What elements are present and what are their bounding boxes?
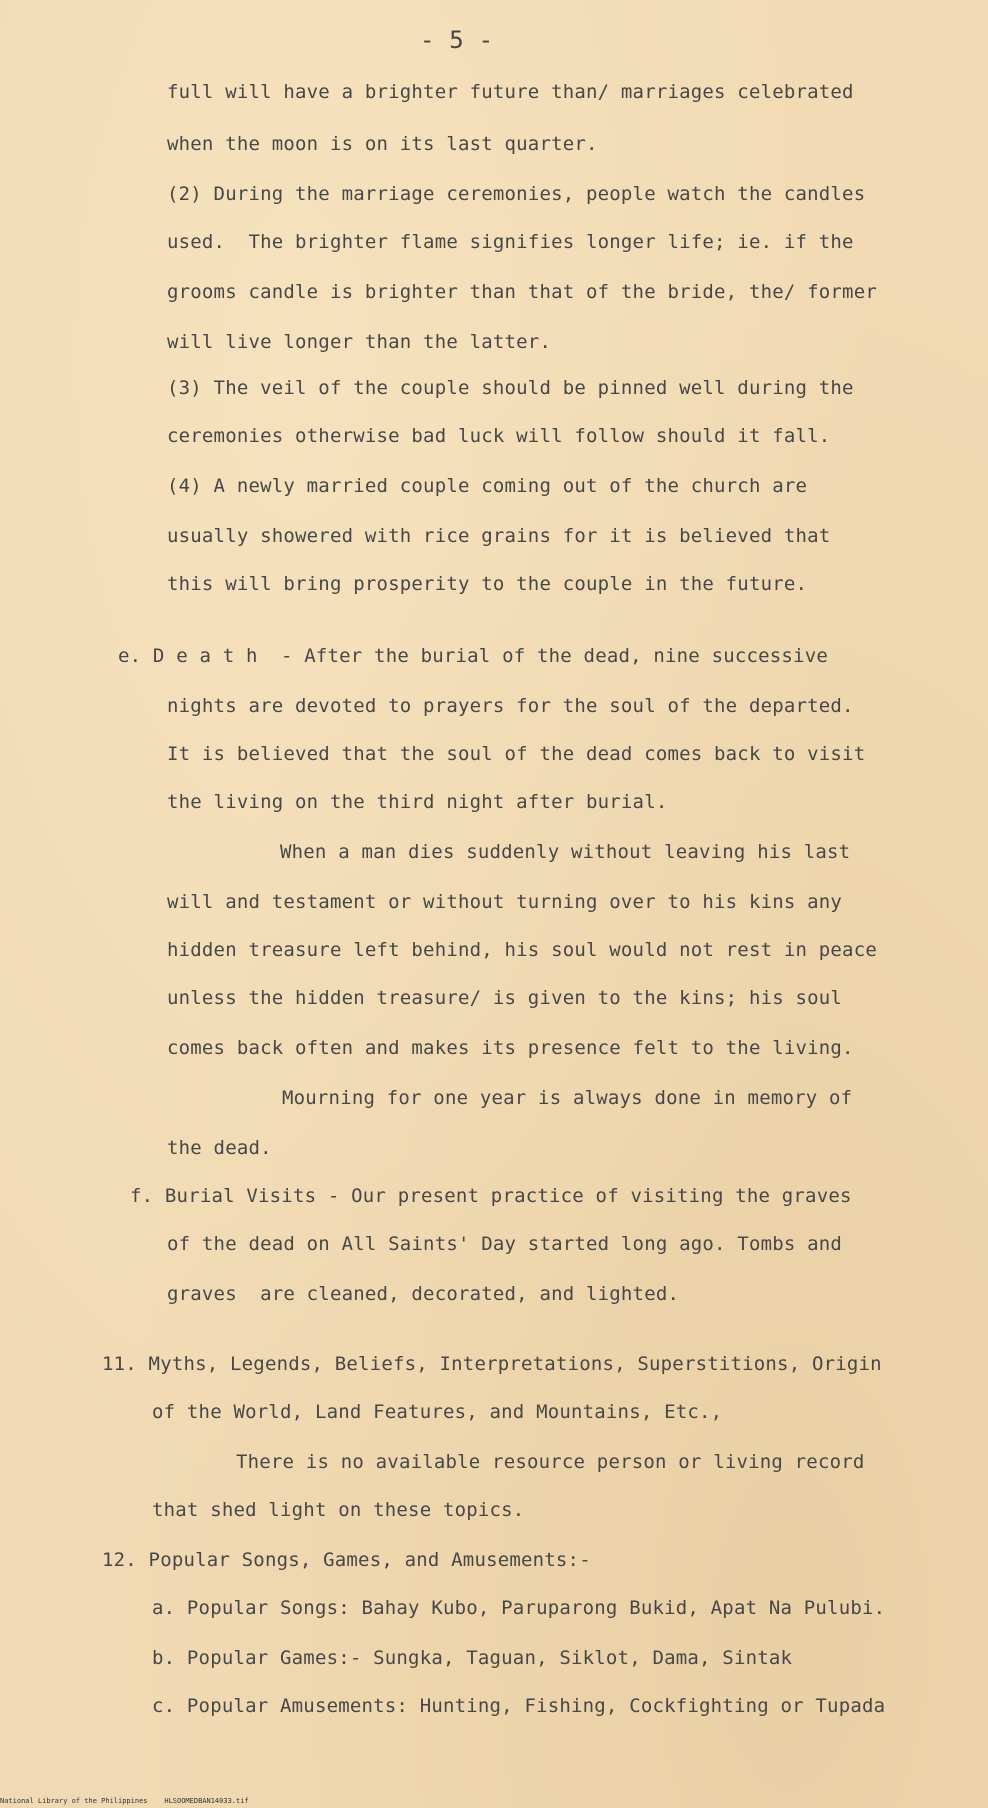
text-line: the dead. [167,1137,272,1159]
text-line: (2) During the marriage ceremonies, people watch the candles [167,183,866,205]
section-heading: 12. Popular Songs, Games, and Amusements:- [102,1549,591,1571]
text-line: hidden treasure left behind, his soul would not rest in peace [167,939,877,961]
text-line: of the dead on All Saints' Day started long ago. Tombs and [167,1233,843,1255]
section-heading: f. Burial Visits - Our present practice of visiting the graves [130,1185,852,1207]
text-line: ceremonies otherwise bad luck will follow should it fall. [167,425,831,447]
text-line: the living on the third night after burial. [167,791,668,813]
text-line: of the World, Land Features, and Mountains, Etc., [152,1401,723,1423]
text-line: usually showered with rice grains for it is believed that [167,525,831,547]
list-item: b. Popular Games:- Sungka, Taguan, Siklot, Dama, Sintak [152,1647,793,1669]
text-line: There is no available resource person or living record [236,1451,865,1473]
text-line: comes back often and makes its presence felt to the living. [167,1037,854,1059]
text-line: grooms candle is brighter than that of the bride, the/ former [167,281,877,303]
scan-footer: National Library of the Philippines HLSOOMEDBAN14033.tif [0,1797,249,1805]
text-line: that shed light on these topics. [152,1499,525,1521]
text-line: used. The brighter flame signifies longer life; ie. if the [167,231,854,253]
text-line: full will have a brighter future than/ marriages celebrated [167,81,854,103]
text-line: When a man dies suddenly without leaving his last [280,841,851,863]
text-line: It is believed that the soul of the dead comes back to visit [167,743,866,765]
text-line: will live longer than the latter. [167,331,552,353]
page-number: - 5 - [420,26,494,54]
text-line: unless the hidden treasure/ is given to the kins; his soul [167,987,843,1009]
text-line: will and testament or without turning over to his kins any [167,891,843,913]
text-line: Mourning for one year is always done in memory of [282,1087,853,1109]
list-item: a. Popular Songs: Bahay Kubo, Paruparong Bukid, Apat Na Pulubi. [152,1597,886,1619]
text-line: this will bring prosperity to the couple in the future. [167,573,808,595]
text-line: when the moon is on its last quarter. [167,133,598,155]
text-line: (3) The veil of the couple should be pinned well during the [167,377,854,399]
text-line: graves are cleaned, decorated, and lighted. [167,1283,680,1305]
list-item: c. Popular Amusements: Hunting, Fishing, Cockfighting or Tupada [152,1695,886,1717]
section-heading: e. D e a t h - After the burial of the dead, nine successive [118,645,828,667]
text-line: (4) A newly married couple coming out of the church are [167,475,808,497]
text-line: nights are devoted to prayers for the soul of the departed. [167,695,854,717]
section-heading: 11. Myths, Legends, Beliefs, Interpretations, Superstitions, Origin [102,1353,882,1375]
